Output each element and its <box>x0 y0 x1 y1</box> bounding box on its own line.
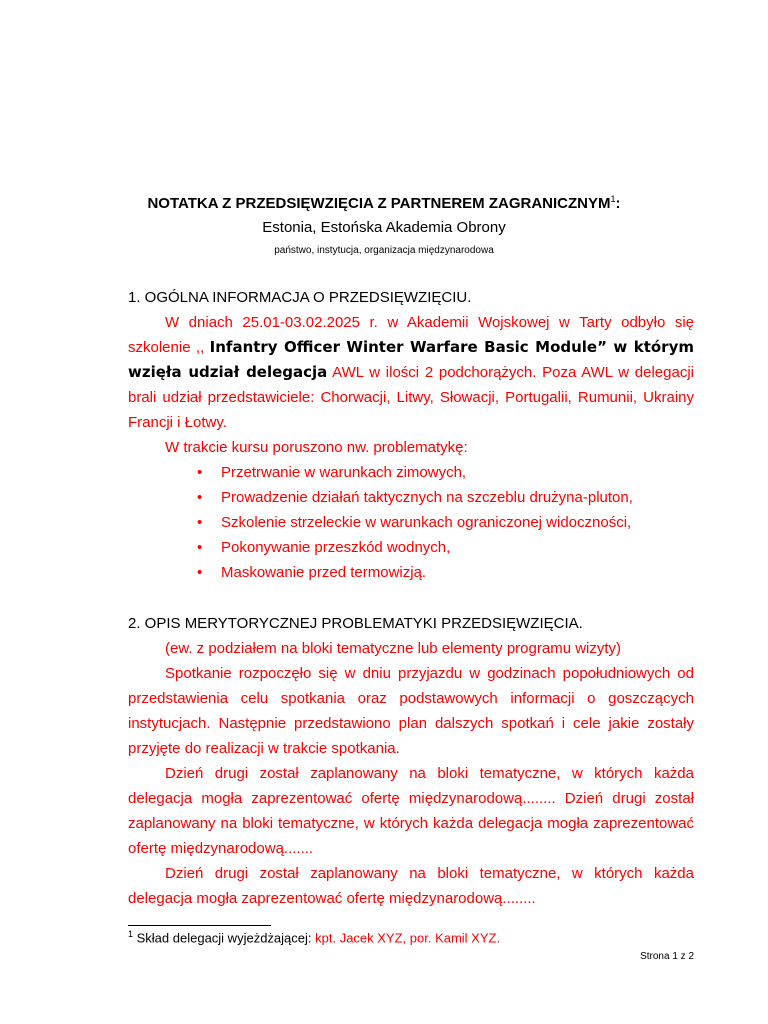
paragraph-text: AWL w ilości 2 podchorążych. Poza AWL w delegacji brali udział przedstawiciele: Chorwacji, Litwy, Słowacji, Portugalii, Rumunii, Ukrainy Francji i Łotwy. <box>128 364 694 431</box>
list-item-text: Prowadzenie działań taktycznych na szczeblu drużyna-pluton, <box>221 489 633 506</box>
footnote-separator <box>128 925 271 926</box>
subtitle-caption: państwo, instytucja, organizacja międzynarodowa <box>274 245 494 256</box>
section1-heading: 1. OGÓLNA INFORMACJA O PRZEDSIĘWZIĘCIU. <box>128 289 472 306</box>
list-item <box>128 460 694 485</box>
section2-note: (ew. z podziałem na bloki tematyczne lub elementy programu wizyty) <box>165 640 622 657</box>
document-subtitle: Estonia, Estońska Akademia Obrony <box>262 219 506 236</box>
footnote-value: kpt. Jacek XYZ, por. Kamil XYZ. <box>315 930 501 946</box>
title-text: NOTATKA Z PRZEDSIĘWZIĘCIA Z PARTNEREM ZAGRANICZNYM <box>147 195 611 212</box>
list-item-text: Pokonywanie przeszkód wodnych, <box>221 539 451 556</box>
title-colon: : <box>615 195 621 212</box>
footnote-number: 1 <box>128 929 134 939</box>
list-item <box>128 535 694 560</box>
list-item <box>128 485 694 510</box>
list-item <box>128 510 694 535</box>
document-title <box>0 194 768 212</box>
course-name: Infantry Officer Winter Warfare Basic Module” w którym wzięła udział delegacja <box>128 338 694 381</box>
section-general-info <box>128 285 694 585</box>
list-item-text: Szkolenie strzeleckie w warunkach ograniczonej widoczności, <box>221 514 632 531</box>
footnote-ref[interactable]: 1 <box>610 194 616 204</box>
list-item <box>128 560 694 585</box>
section-description <box>128 611 694 911</box>
section1-paragraph <box>128 310 694 435</box>
section2-paragraph-1: Spotkanie rozpoczęło się w dniu przyjazdu w godzinach popołudniowych od przedstawienia celu spotkania oraz podstawowych informacji o goszczących instytucjach. Następnie przedstawiono plan dalszych spotkań i cele jakie zostały przyjęte do realizacji w trakcie spotkania. <box>128 665 694 757</box>
list-item-text: Maskowanie przed termowizją. <box>221 564 427 581</box>
list-item-text: Przetrwanie w warunkach zimowych, <box>221 464 467 481</box>
paragraph-text: W dniach 25.01-03.02.2025 r. w Akademii Wojskowej w Tarty odbyło się szkolenie ,, <box>128 314 694 356</box>
section2-paragraph-3: Dzień drugi został zaplanowany na bloki tematyczne, w których każda delegacja mogła zaprezentować ofertę międzynarodową........ <box>128 865 694 907</box>
section1-topics-intro: W trakcie kursu poruszono nw. problematykę: <box>165 439 468 456</box>
bullet-icon: • <box>197 514 203 531</box>
section2-heading: 2. OPIS MERYTORYCZNEJ PROBLEMATYKI PRZEDSIĘWZIĘCIA. <box>128 615 583 632</box>
footnote <box>128 929 500 945</box>
bullet-icon: • <box>197 564 203 581</box>
bullet-icon: • <box>197 539 203 556</box>
section2-paragraph-2: Dzień drugi został zaplanowany na bloki tematyczne, w których każda delegacja mogła zaprezentować ofertę międzynarodową........ Dzień drugi został zaplanowany na bloki tematyczne, w których każda delegacja mogła zaprezentować ofertę międzynarodową....... <box>128 765 694 857</box>
footnote-label: Skład delegacji wyjeżdżającej: <box>133 930 316 946</box>
topics-list <box>128 460 694 585</box>
bullet-icon: • <box>197 489 203 506</box>
page-number: Strona 1 z 2 <box>640 951 694 962</box>
bullet-icon: • <box>197 464 203 481</box>
